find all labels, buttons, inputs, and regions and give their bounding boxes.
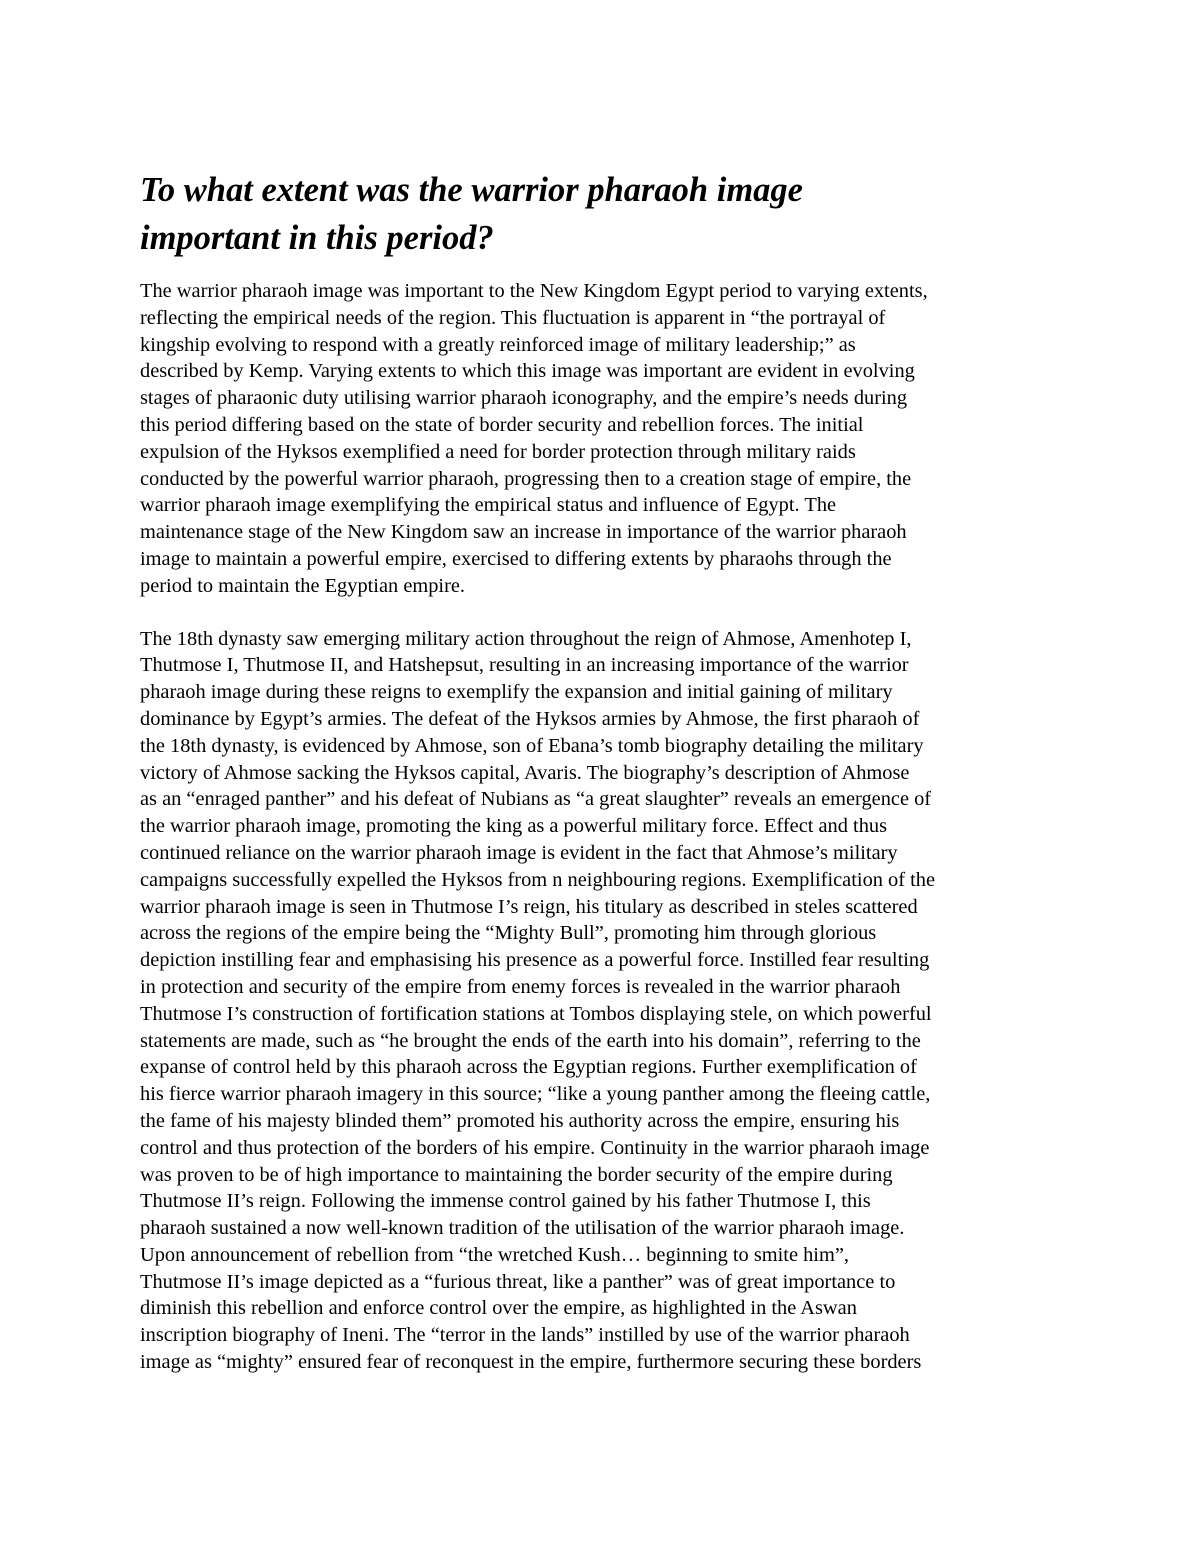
paragraph-line: victory of Ahmose sacking the Hyksos capital, Avaris. The biography’s description of Ahmose xyxy=(140,761,910,784)
paragraph-line: the fame of his majesty blinded them” promoted his authority across the empire, ensuring his xyxy=(140,1109,900,1132)
paragraph-line: conducted by the powerful warrior pharaoh, progressing then to a creation stage of empire, the xyxy=(140,467,912,490)
paragraph-line: Thutmose I’s construction of fortification stations at Tombos displaying stele, on which powerful xyxy=(140,1002,932,1025)
paragraph-line: Thutmose I, Thutmose II, and Hatshepsut, resulting in an increasing importance of the warrior xyxy=(140,654,909,677)
paragraph-line: dominance by Egypt’s armies. The defeat of the Hyksos armies by Ahmose, the first pharaoh of xyxy=(140,707,920,730)
paragraph-line: warrior pharaoh image is seen in Thutmose I’s reign, his titulary as described in steles scattered xyxy=(140,895,918,918)
paragraph-line: The 18th dynasty saw emerging military action throughout the reign of Ahmose, Amenhotep I, xyxy=(140,627,912,650)
paragraph-line: image as “mighty” ensured fear of reconquest in the empire, furthermore securing these borders xyxy=(140,1351,922,1374)
paragraph-line: The warrior pharaoh image was important to the New Kingdom Egypt period to varying extents, xyxy=(140,280,928,302)
paragraph-line: inscription biography of Ineni. The “terror in the lands” instilled by use of the warrior pharaoh xyxy=(140,1324,910,1347)
paragraph-line: described by Kemp. Varying extents to which this image was important are evident in evolving xyxy=(140,360,915,383)
paragraph-line: pharaoh image during these reigns to exemplify the expansion and initial gaining of military xyxy=(140,681,893,704)
paragraph-line: expanse of control held by this pharaoh across the Egyptian regions. Further exemplification of xyxy=(140,1056,917,1079)
paragraph-line: warrior pharaoh image exemplifying the empirical status and influence of Egypt. The xyxy=(140,494,837,517)
title-line: To what extent was the warrior pharaoh image xyxy=(140,171,803,209)
document-body xyxy=(140,166,1065,1376)
paragraph-line: this period differing based on the state of border security and rebellion forces. The initial xyxy=(140,413,864,436)
paragraph-line: period to maintain the Egyptian empire. xyxy=(140,574,466,597)
paragraph-line: Upon announcement of rebellion from “the wretched Kush… beginning to smite him”, xyxy=(140,1243,849,1266)
paragraph-line: across the regions of the empire being the “Mighty Bull”, promoting him through glorious xyxy=(140,922,877,945)
paragraph-line: in protection and security of the empire from enemy forces is revealed in the warrior pharaoh xyxy=(140,975,901,998)
paragraph-line: depiction instilling fear and emphasising his presence as a powerful force. Instilled fear resulting xyxy=(140,949,930,972)
document-title xyxy=(140,166,1065,262)
paragraph-line: the 18th dynasty, is evidenced by Ahmose, son of Ebana’s tomb biography detailing the military xyxy=(140,734,924,757)
paragraph-line: maintenance stage of the New Kingdom saw an increase in importance of the warrior pharaoh xyxy=(140,521,907,544)
paragraph-line: statements are made, such as “he brought the ends of the earth into his domain”, referring to the xyxy=(140,1029,921,1052)
paragraph-line: campaigns successfully expelled the Hyksos from n neighbouring regions. Exemplification of the xyxy=(140,868,936,891)
paragraph-line: kingship evolving to respond with a greatly reinforced image of military leadership;” as xyxy=(140,333,856,356)
paragraph-line: control and thus protection of the borders of his empire. Continuity in the warrior pharaoh image xyxy=(140,1136,930,1159)
paragraph-line: image to maintain a powerful empire, exercised to differing extents by pharaohs through the xyxy=(140,547,892,570)
paragraph-line: was proven to be of high importance to maintaining the border security of the empire during xyxy=(140,1163,893,1186)
paragraph-line: as an “enraged panther” and his defeat of Nubians as “a great slaughter” reveals an emergence of xyxy=(140,788,932,811)
paragraph-intro xyxy=(140,278,1065,600)
paragraph-line: expulsion of the Hyksos exemplified a need for border protection through military raids xyxy=(140,440,856,463)
paragraph-line: Thutmose II’s image depicted as a “furious threat, like a panther” was of great importance to xyxy=(140,1270,896,1293)
paragraph-line: diminish this rebellion and enforce control over the empire, as highlighted in the Aswan xyxy=(140,1297,857,1320)
paragraph-line: reflecting the empirical needs of the region. This fluctuation is apparent in “the portrayal of xyxy=(140,306,886,329)
paragraph-line: his fierce warrior pharaoh imagery in this source; “like a young panther among the fleeing cattle, xyxy=(140,1083,931,1106)
paragraph-line: the warrior pharaoh image, promoting the king as a powerful military force. Effect and thus xyxy=(140,815,888,838)
paragraph-18th-dynasty xyxy=(140,626,1065,1376)
paragraph-line: stages of pharaonic duty utilising warrior pharaoh iconography, and the empire’s needs during xyxy=(140,387,908,410)
paragraph-line: pharaoh sustained a now well-known tradition of the utilisation of the warrior pharaoh image. xyxy=(140,1217,905,1240)
paragraph-line: continued reliance on the warrior pharaoh image is evident in the fact that Ahmose’s military xyxy=(140,841,898,864)
paragraph-line: Thutmose II’s reign. Following the immense control gained by his father Thutmose I, this xyxy=(140,1190,871,1213)
title-line: important in this period? xyxy=(140,219,494,257)
